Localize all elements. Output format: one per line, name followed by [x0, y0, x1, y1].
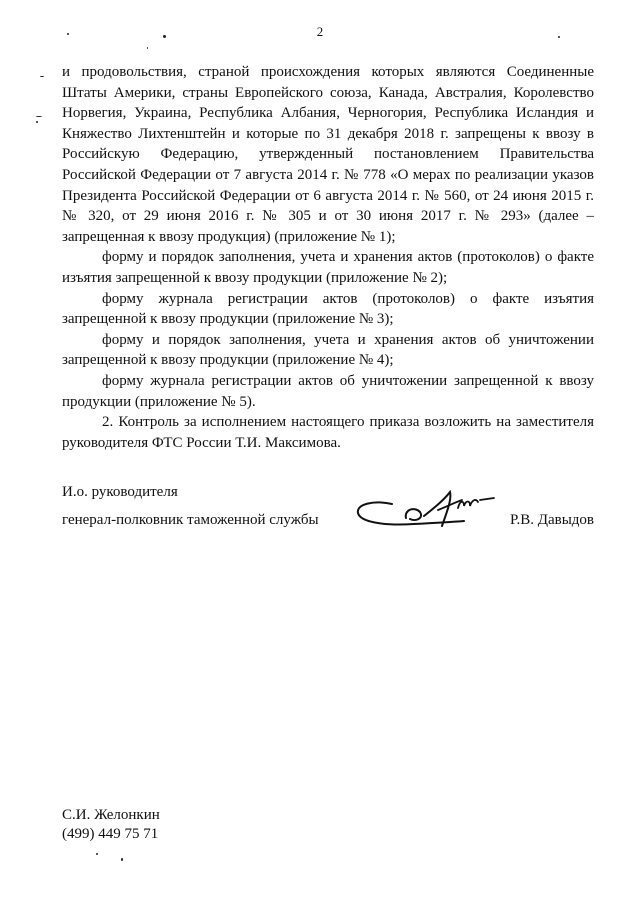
signatory-name: Р.В. Давыдов: [510, 512, 594, 528]
paragraph-control: 2. Контроль за исполнением настоящего приказа возложить на заместителя руководителя ФТС России Т.И. Максимова.: [62, 414, 594, 451]
page-number: 2: [316, 24, 324, 39]
paragraph-appendix-5: форму журнала регистрации актов об уничтожении запрещенной к ввозу продукции (приложение № 5).: [62, 372, 594, 410]
contact-name: С.И. Желонкин: [62, 807, 160, 823]
scan-speck: [36, 121, 38, 123]
footer-contact: [62, 806, 160, 844]
scan-speck: [67, 33, 69, 35]
paragraph-appendix-3: форму журнала регистрации актов (протоколов) о факте изъятия запрещенной к ввозу продукции (приложение № 3);: [62, 290, 594, 328]
signatory-rank: генерал-полковник таможенной службы: [62, 512, 319, 528]
scan-speck: [36, 116, 42, 117]
scan-speck: [147, 47, 148, 49]
handwritten-signature: [354, 486, 504, 532]
document-body: [62, 62, 594, 453]
paragraph-appendix-4: форму и порядок заполнения, учета и хранения актов об уничтожении запрещенной к ввозу продукции (приложение № 4);: [62, 331, 594, 369]
scan-speck: [163, 35, 166, 38]
paragraph-product-list: и продовольствия, страной происхождения которых являются Соединенные Штаты Америки, страны Европейского союза, Канада, Австралия, Королевство Норвегия, Украина, Республика Албания, Черногория, Республика Исландия и Княжество Лихтенштейн и которые по 31 декабря 2018 г. запрещены к ввозу в Российскую Федерацию, утвержденный постановлением Правительства Российской Федерации от 7 августа 2014 г. № 778 «О мерах по реализации указов Президента Российской Федерации от 6 августа 2014 г. № 560, от 24 июня 2015 г. № 320, от 29 июня 2016 г. № 305 и от 30 июня 2017 г. № 293» (далее – запрещенная к ввозу продукция) (приложение № 1);: [62, 64, 594, 245]
contact-phone: (499) 449 75 71: [62, 826, 159, 842]
scan-speck: [96, 853, 98, 855]
scan-speck: [121, 858, 123, 861]
signatory-title: И.о. руководителя: [62, 484, 178, 500]
scan-speck: [558, 36, 560, 38]
signature-block: [62, 482, 594, 532]
paragraph-appendix-2: форму и порядок заполнения, учета и хранения актов (протоколов) о факте изъятия запрещенной к ввозу продукции (приложение № 2);: [62, 249, 594, 286]
scan-speck: [40, 76, 44, 77]
